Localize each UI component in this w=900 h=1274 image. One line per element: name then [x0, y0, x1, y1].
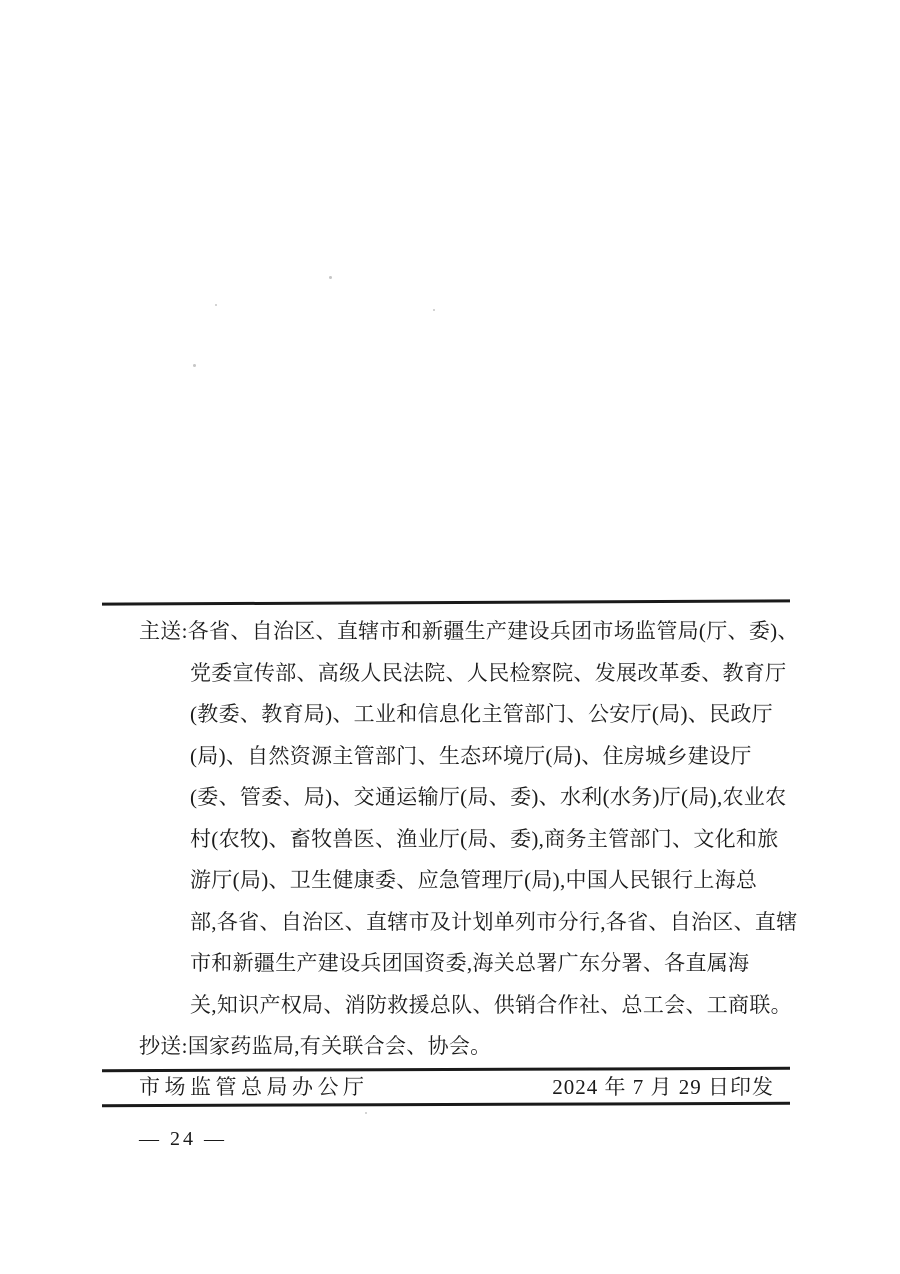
- main-recipients-first-line-text: 各省、自治区、直辖市和新疆生产建设兵团市场监管局(厅、委)、: [187, 619, 799, 643]
- main-recipients-label: 主送:: [139, 619, 188, 643]
- scan-speck: [365, 1112, 367, 1114]
- recipient-line-text: 游厅(局)、卫生健康委、应急管理厅(局),中国人民银行上海总: [190, 868, 758, 892]
- recipient-line: [139, 653, 799, 695]
- scan-speck: [433, 309, 435, 311]
- scan-speck: [215, 304, 217, 306]
- page-number: — 24 —: [139, 1128, 227, 1150]
- recipient-line: [139, 736, 799, 778]
- recipient-line-text: 部,各省、自治区、直辖市及计划单列市分行,各省、自治区、直辖: [190, 909, 798, 934]
- recipient-line-text: (委、管委、局)、交通运输厅(局、委)、水利(水务)厅(局),农业农: [190, 785, 787, 809]
- recipient-line: [139, 860, 799, 902]
- recipient-line: [139, 902, 799, 944]
- recipient-line: [139, 943, 799, 985]
- copy-recipients-label: 抄送:: [139, 1034, 188, 1058]
- scan-speck: [193, 364, 196, 367]
- copy-recipients-line: [139, 1026, 799, 1068]
- scan-speck: [329, 276, 332, 279]
- recipient-line-text: 党委宣传部、高级人民法院、人民检察院、发展改革委、教育厅: [190, 660, 787, 685]
- recipient-line-text: 市和新疆生产建设兵团国资委,海关总署广东分署、各直属海: [190, 951, 750, 975]
- recipients-block: [139, 611, 799, 1068]
- recipient-line: [139, 985, 799, 1027]
- recipient-line-text: (局)、自然资源主管部门、生态环境厅(局)、住房城乡建设厅: [190, 743, 752, 768]
- copy-recipients-text: 国家药监局,有关联合会、协会。: [187, 1034, 492, 1058]
- recipient-line-text: (教委、教育局)、工业和信息化主管部门、公安厅(局)、民政厅: [190, 702, 773, 726]
- recipient-line-text: 村(农牧)、畜牧兽医、渔业厅(局、委),商务主管部门、文化和旅: [190, 826, 779, 851]
- recipient-line: [139, 819, 799, 861]
- recipient-line: [139, 777, 799, 819]
- divider-rule-colophon-bottom: [102, 1102, 790, 1107]
- recipient-line: [139, 694, 799, 736]
- recipient-line-text: 关,知识产权局、消防救援总队、供销合作社、总工会、工商联。: [190, 992, 792, 1017]
- colophon: [139, 1071, 790, 1101]
- issuing-office: 市场监管总局办公厅: [139, 1075, 369, 1099]
- main-recipients-first-line: [139, 611, 799, 653]
- main-recipients-continuation: [139, 653, 799, 1027]
- print-date: 2024 年 7 月 29 日印发: [552, 1075, 774, 1099]
- divider-rule-top: [102, 599, 790, 605]
